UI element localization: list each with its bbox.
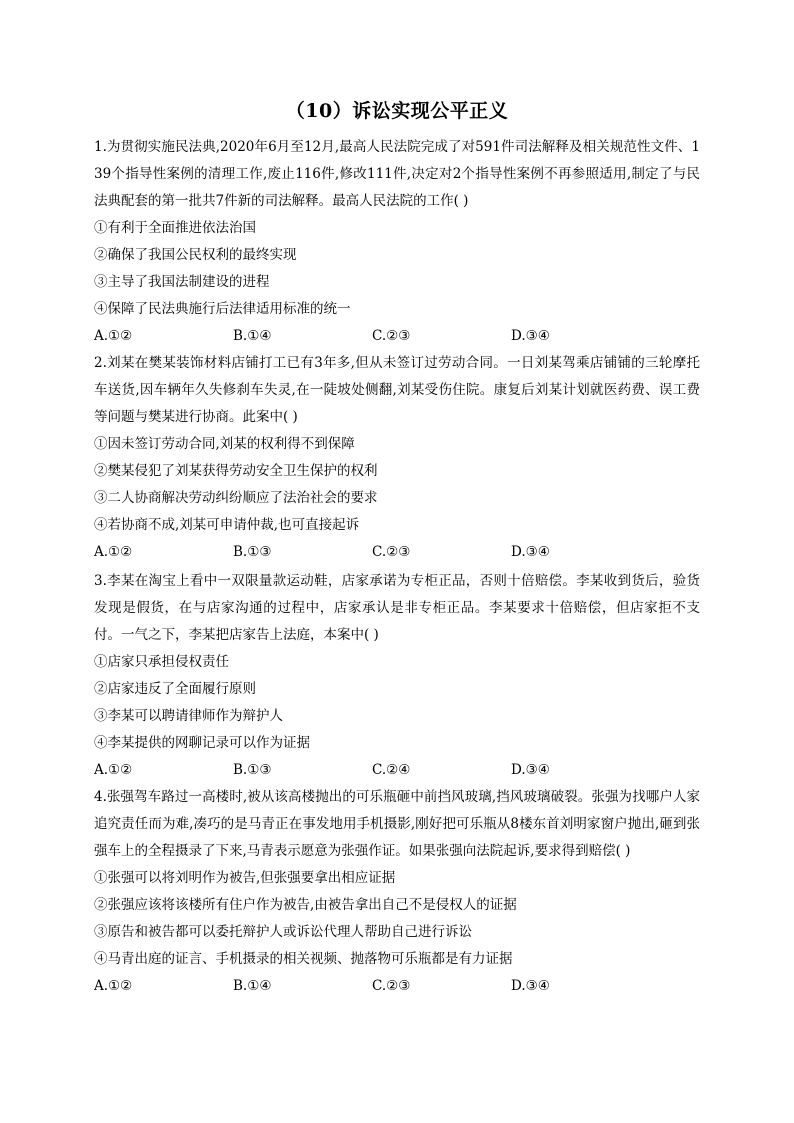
question-4 bbox=[94, 784, 700, 1000]
question-option: ①有利于全面推进依法治国 bbox=[94, 220, 256, 236]
choice-d: D.③④ bbox=[511, 762, 550, 778]
choice-c: C.②④ bbox=[372, 762, 411, 778]
choice-d: D.③④ bbox=[511, 978, 550, 994]
question-3 bbox=[94, 568, 700, 784]
question-option: ③二人协商解决劳动纠纷顺应了法治社会的要求 bbox=[94, 490, 378, 506]
question-option: ④李某提供的网聊记录可以作为证据 bbox=[94, 735, 310, 751]
question-option: ③李某可以聘请律师作为辩护人 bbox=[94, 708, 283, 724]
choice-a: A.①② bbox=[94, 978, 133, 994]
choice-c: C.②③ bbox=[372, 544, 411, 560]
question-stem: 4.张强驾车路过一高楼时,被从该高楼抛出的可乐瓶砸中前挡风玻璃,挡风玻璃破裂。张强为找哪户人家追究责任而为难,凑巧的是马青正在事发地用手机摄影,刚好把可乐瓶从8楼东首刘明家窗户抛出,砸到张强车上的全程摄录了下来,马青表示愿意为张强作证。如果张强向法院起诉,要求得到赔偿( ) bbox=[94, 789, 700, 859]
page-title: （10）诉讼实现公平正义 bbox=[285, 100, 509, 122]
choice-b: B.①③ bbox=[233, 544, 272, 560]
choice-a: A.①② bbox=[94, 762, 133, 778]
question-option: ②确保了我国公民权利的最终实现 bbox=[94, 247, 297, 263]
question-option: ②店家违反了全面履行原则 bbox=[94, 681, 256, 697]
question-2 bbox=[94, 350, 700, 566]
question-option: ②樊某侵犯了刘某获得劳动安全卫生保护的权利 bbox=[94, 463, 378, 479]
question-option: ④马青出庭的证言、手机摄录的相关视频、抛落物可乐瓶都是有力证据 bbox=[94, 951, 513, 967]
choice-b: B.①④ bbox=[233, 978, 272, 994]
question-option: ④若协商不成,刘某可申请仲裁,也可直接起诉 bbox=[94, 517, 360, 533]
choice-d: D.③④ bbox=[511, 544, 550, 560]
answer-choices bbox=[94, 973, 700, 1000]
choice-a: A.①② bbox=[94, 328, 133, 344]
question-stem: 2.刘某在樊某装饰材料店铺打工已有3年多,但从未签订过劳动合同。一日刘某驾乘店铺铺的三轮摩托车送货,因车辆年久失修刹车失灵,在一陡坡处侧翻,刘某受伤住院。康复后刘某计划就医药费、误工费等问题与樊某进行协商。此案中( ) bbox=[94, 355, 700, 425]
question-option: ①因未签订劳动合同,刘某的权利得不到保障 bbox=[94, 436, 355, 452]
question-option: ②张强应该将该楼所有住户作为被告,由被告拿出自己不是侵权人的证据 bbox=[94, 897, 517, 913]
question-option: ③原告和被告都可以委托辩护人或诉讼代理人帮助自己进行诉讼 bbox=[94, 924, 472, 940]
answer-choices bbox=[94, 539, 700, 566]
question-option: ④保障了民法典施行后法律适用标准的统一 bbox=[94, 301, 351, 317]
choice-b: B.①④ bbox=[233, 328, 272, 344]
question-option: ①张强可以将刘明作为被告,但张强要拿出相应证据 bbox=[94, 870, 396, 886]
question-stem: 1.为贯彻实施民法典,2020年6月至12月,最高人民法院完成了对591件司法解释及相关规范性文件、139个指导性案例的清理工作,废止116件,修改111件,决定对2个指导性案例不再参照适用,制定了与民法典配套的第一批共7件新的司法解释。最高人民法院的工作( ) bbox=[94, 139, 700, 209]
question-1 bbox=[94, 134, 700, 350]
answer-choices bbox=[94, 323, 700, 350]
choice-d: D.③④ bbox=[511, 328, 550, 344]
question-stem: 3.李某在淘宝上看中一双限量款运动鞋，店家承诺为专柜正品，否则十倍赔偿。李某收到货后，验货发现是假货，在与店家沟通的过程中，店家承认是非专柜正品。李某要求十倍赔偿，但店家拒不支付。一气之下，李某把店家告上法庭，本案中( ) bbox=[94, 573, 700, 643]
choice-c: C.②③ bbox=[372, 978, 411, 994]
question-option: ③主导了我国法制建设的进程 bbox=[94, 274, 270, 290]
choice-b: B.①③ bbox=[233, 762, 272, 778]
answer-choices bbox=[94, 757, 700, 784]
choice-c: C.②③ bbox=[372, 328, 411, 344]
question-option: ①店家只承担侵权责任 bbox=[94, 654, 229, 670]
choice-a: A.①② bbox=[94, 544, 133, 560]
